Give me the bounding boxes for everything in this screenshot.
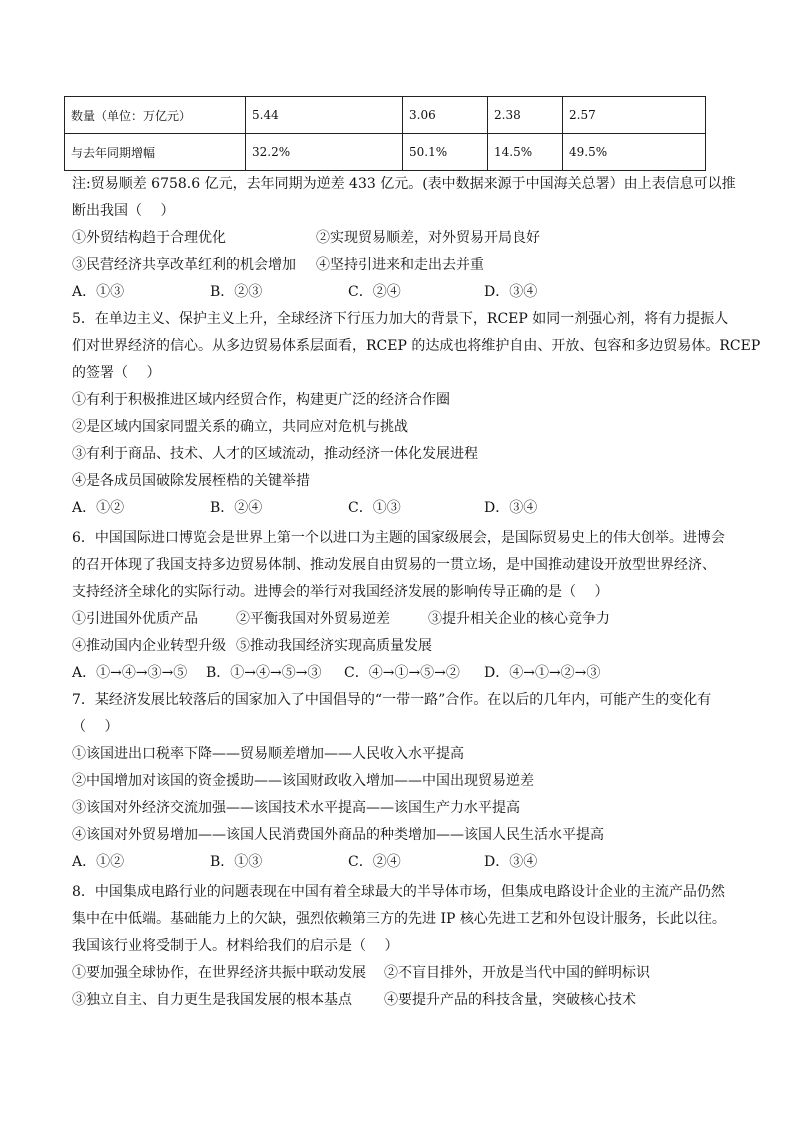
- table-cell: 14.5%: [488, 134, 563, 171]
- q5-stem-line1: 5．在单边主义、保护主义上升，全球经济下行压力加大的背景下，RCEP 如同一剂强心剂，将有力提振人: [72, 311, 729, 327]
- statement: ①引进国外优质产品: [72, 611, 198, 627]
- choice-b[interactable]: B．②③: [210, 284, 263, 300]
- choice-a[interactable]: A．①②: [72, 854, 125, 870]
- statement: ③独立自主、自力更生是我国发展的根本基点: [72, 992, 352, 1008]
- choice-a[interactable]: A．①③: [72, 284, 125, 300]
- choice-d[interactable]: D．③④: [484, 854, 538, 870]
- choice-a[interactable]: A．①→④→③→⑤: [72, 665, 188, 681]
- q8-stem-line3: 我国该行业将受制于人。材料给我们的启示是（ ）: [72, 938, 399, 954]
- table-cell: 3.06: [403, 97, 488, 134]
- table-row: [65, 97, 706, 134]
- q7-stem-line2: （ ）: [72, 719, 119, 735]
- q6-stem-line2: 的召开体现了我国支持多边贸易体制、推动发展自由贸易的一贯立场，是中国推动建设开放型世界经济、: [72, 557, 716, 573]
- q4-note-line1: 注:贸易顺差 6758.6 亿元，去年同期为逆差 433 亿元。(表中数据来源于中国海关总署）由上表信息可以推: [72, 176, 736, 192]
- table-cell: 50.1%: [403, 134, 488, 171]
- trade-data-table: [64, 96, 706, 171]
- statement: ⑤推动我国经济实现高质量发展: [236, 638, 432, 654]
- statement: ④该国对外贸易增加——该国人民消费国外商品的种类增加——该国人民生活水平提高: [72, 827, 604, 843]
- statement: ②不盲目排外，开放是当代中国的鲜明标识: [384, 965, 650, 981]
- statement: ①该国进出口税率下降——贸易顺差增加——人民收入水平提高: [72, 746, 464, 762]
- statement: ②是区域内国家同盟关系的确立，共同应对危机与挑战: [72, 419, 408, 435]
- choice-b[interactable]: B．①③: [210, 854, 263, 870]
- choice-a[interactable]: A．①②: [72, 500, 125, 516]
- row-label: 数量（单位：万亿元）: [65, 97, 246, 134]
- statement: ④是各成员国破除发展桎梏的关键举措: [72, 473, 310, 489]
- choice-d[interactable]: D．④→①→②→③: [484, 665, 601, 681]
- statement: ④要提升产品的科技含量，突破核心技术: [384, 992, 636, 1008]
- q4-note-line2: 断出我国（ ）: [72, 203, 175, 219]
- statement: ①外贸结构趋于合理优化: [72, 230, 226, 246]
- statement: ③有利于商品、技术、人才的区域流动，推动经济一体化发展进程: [72, 446, 478, 462]
- choice-b[interactable]: B．①→④→⑤→③: [206, 665, 322, 681]
- table-cell: 2.38: [488, 97, 563, 134]
- q8-stem-line2: 集中在中低端。基础能力上的欠缺，强烈依赖第三方的先进 IP 核心先进工艺和外包设计服务，长此以往。: [72, 911, 726, 927]
- choice-c[interactable]: C．②④: [348, 284, 401, 300]
- statement: ②中国增加对该国的资金援助——该国财政收入增加——中国出现贸易逆差: [72, 773, 534, 789]
- statement: ②平衡我国对外贸易逆差: [236, 611, 390, 627]
- row-label: 与去年同期增幅: [65, 134, 246, 171]
- table-cell: 2.57: [563, 97, 706, 134]
- statement: ④推动国内企业转型升级: [72, 638, 226, 654]
- table-cell: 49.5%: [563, 134, 706, 171]
- choice-d[interactable]: D．③④: [484, 284, 538, 300]
- statement: ③民营经济共享改革红利的机会增加: [72, 257, 296, 273]
- choice-c[interactable]: C．②④: [348, 854, 401, 870]
- choice-b[interactable]: B．②④: [210, 500, 263, 516]
- q6-stem-line3: 支持经济全球化的实际行动。进博会的举行对我国经济发展的影响传导正确的是（ ）: [72, 584, 609, 600]
- q5-stem-line2: 们对世界经济的信心。从多边贸易体系层面看，RCEP 的达成也将维护自由、开放、包容和多边贸易体。RCEP: [72, 338, 761, 354]
- q6-stem-line1: 6．中国国际进口博览会是世界上第一个以进口为主题的国家级展会，是国际贸易史上的伟大创举。进博会: [72, 530, 725, 546]
- q8-stem-line1: 8．中国集成电路行业的问题表现在中国有着全球最大的半导体市场，但集成电路设计企业的主流产品仍然: [72, 884, 725, 900]
- statement: ①有利于积极推进区域内经贸合作，构建更广泛的经济合作圈: [72, 392, 450, 408]
- choice-d[interactable]: D．③④: [484, 500, 538, 516]
- choice-c[interactable]: C．①③: [348, 500, 401, 516]
- choice-c[interactable]: C．④→①→⑤→②: [344, 665, 460, 681]
- q5-stem-line3: 的签署（ ）: [72, 365, 161, 381]
- statement: ③提升相关企业的核心竞争力: [428, 611, 610, 627]
- table-row: [65, 134, 706, 171]
- q7-stem-line1: 7．某经济发展比较落后的国家加入了中国倡导的“一带一路”合作。在以后的几年内，可能产生的变化有: [72, 692, 712, 708]
- statement: ②实现贸易顺差，对外贸易开局良好: [316, 230, 540, 246]
- statement: ④坚持引进来和走出去并重: [316, 257, 484, 273]
- table-cell: 5.44: [246, 97, 403, 134]
- table-cell: 32.2%: [246, 134, 403, 171]
- statement: ③该国对外经济交流加强——该国技术水平提高——该国生产力水平提高: [72, 800, 520, 816]
- statement: ①要加强全球协作，在世界经济共振中联动发展: [72, 965, 366, 981]
